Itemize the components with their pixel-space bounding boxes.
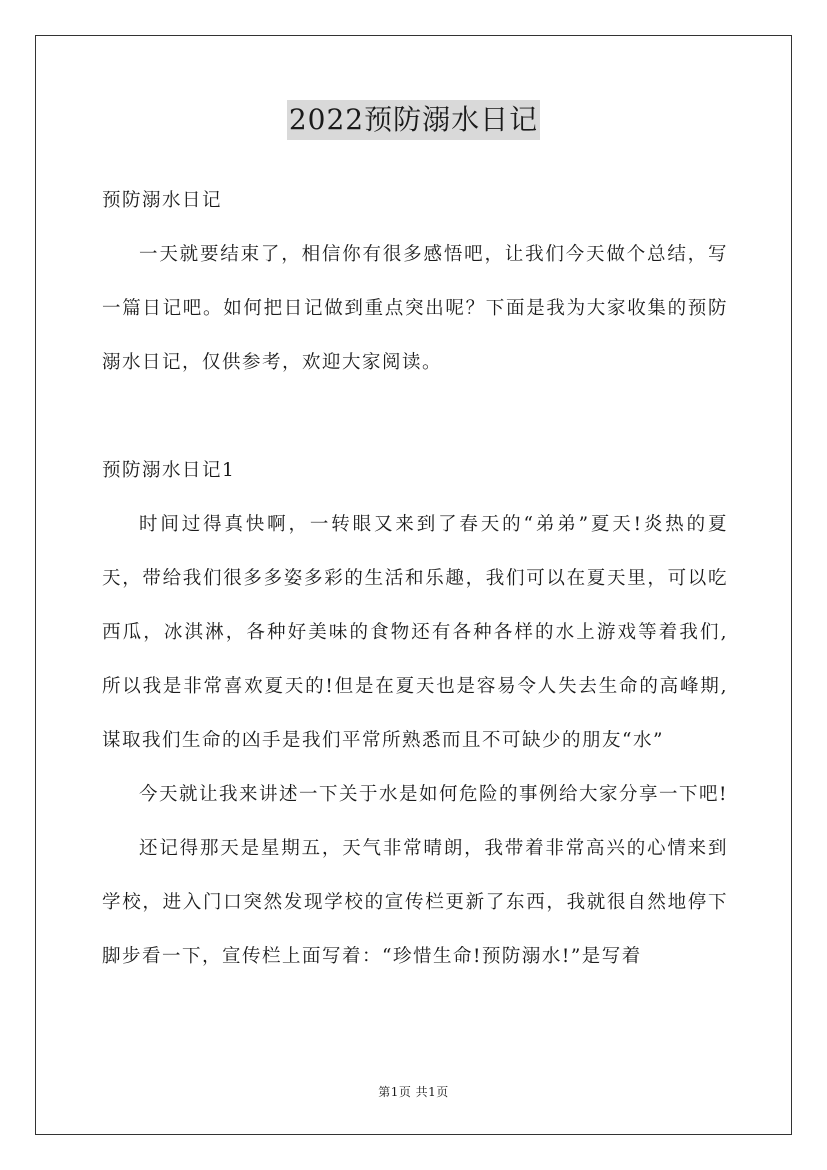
body-paragraph: 今天就让我来讲述一下关于水是如何危险的事例给大家分享一下吧! bbox=[139, 784, 728, 805]
document-title: 2022预防溺水日记 bbox=[287, 100, 540, 140]
body-paragraph: 时间过得真快啊，一转眼又来到了春天的“弟弟”夏天!炎热的夏天，带给我们很多多姿多彩的生活和乐趣，我们可以在夏天里，可以吃西瓜，冰淇淋，各种好美味的食物还有各种各样的水上游戏等着我们,所以我是非常喜欢夏天的!但是在夏天也是容易令人失去生命的高峰期,谋取我们生命的凶手是我们平常所熟悉而且不可缺少的朋友“水” bbox=[102, 514, 728, 751]
document-body bbox=[102, 174, 728, 984]
section-heading: 预防溺水日记1 bbox=[102, 460, 236, 481]
page-footer: 第1页 共1页 bbox=[378, 1085, 449, 1099]
subtitle: 预防溺水日记 bbox=[102, 190, 223, 211]
section-spacer bbox=[102, 390, 728, 444]
intro-paragraph: 一天就要结束了，相信你有很多感悟吧，让我们今天做个总结，写一篇日记吧。如何把日记做到重点突出呢？下面是我为大家收集的预防溺水日记，仅供参考，欢迎大家阅读。 bbox=[102, 244, 728, 373]
body-paragraph: 还记得那天是星期五，天气非常晴朗，我带着非常高兴的心情来到学校，进入门口突然发现学校的宣传栏更新了东西，我就很自然地停下脚步看一下，宣传栏上面写着：“珍惜生命!预防溺水!”是写着 bbox=[102, 838, 728, 967]
title-container bbox=[0, 100, 827, 140]
